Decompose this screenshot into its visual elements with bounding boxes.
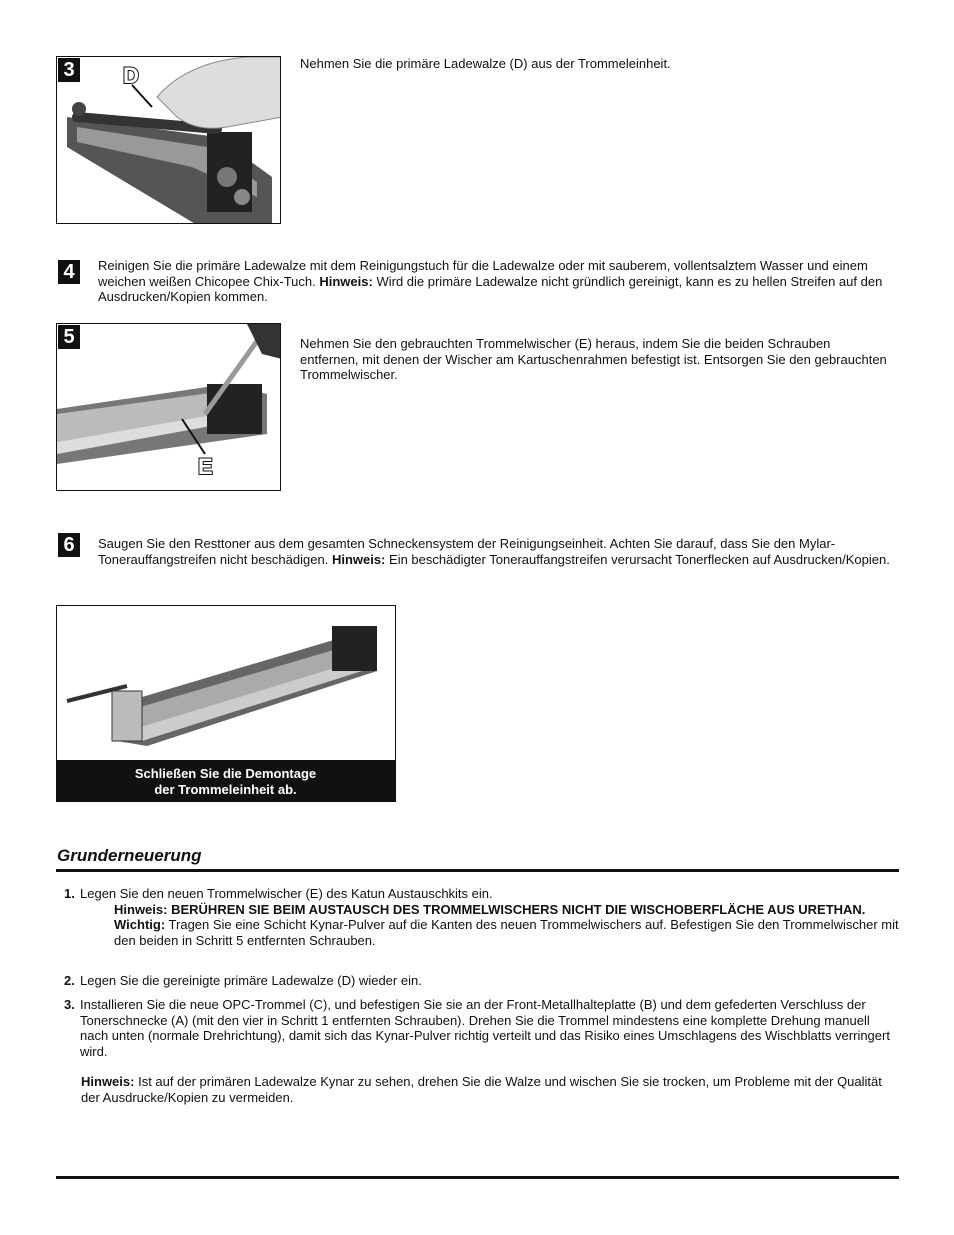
list-item-3 <box>64 997 899 1106</box>
item-3-number: 3. <box>64 997 75 1012</box>
item-1-important-label: Wichtig: <box>114 917 166 933</box>
drum-unit-roller-removal-illustration <box>57 57 281 224</box>
item-2-text: Legen Sie die gereinigte primäre Ladewalze (D) wieder ein. <box>80 973 422 988</box>
item-1-note-text: BERÜHREN SIE BEIM AUSTAUSCH DES TROMMELWISCHERS NICHT DIE WISCHOBERFLÄCHE AUS URETHAN. <box>171 901 866 917</box>
step-6-badge: 6 <box>58 533 80 557</box>
step-6-text-a: Saugen Sie den Resttoner aus dem gesamten Schneckensystem der Reinigungseinheit. Achten Sie darauf, dass Sie den Mylar-Tonerauffangstreifen nicht beschädigen. <box>98 536 836 567</box>
item-1-number: 1. <box>64 886 75 901</box>
item-2-number: 2. <box>64 973 75 988</box>
step-5-text: Nehmen Sie den gebrauchten Trommelwischer (E) heraus, indem Sie die beiden Schrauben entfernen, mit denen der Wischer am Kartuschenrahmen befestigt ist. Entsorgen Sie den gebrauchten Trommelwischer. <box>300 336 887 383</box>
section-title: Grunderneuerung <box>57 846 202 865</box>
item-3-note <box>64 1074 899 1105</box>
figure-caption <box>56 760 395 802</box>
item-3-text: Installieren Sie die neue OPC-Trommel (C), und befestigen Sie sie an der Front-Metallhalteplatte (B) und dem gefederten Verschluss der Tonerschnecke (A) (mit den vier in Schritt 1 entfernten Schrauben). Drehen Sie die Trommel mindestens eine komplette Drehung manuell nach unten (normale Drehrichtung), damit sich das Kynar-Pulver richtig verteilt und das Risiko eines Umschlagens des Wischblatts verringert wird. <box>80 997 890 1059</box>
drum-unit-illustration <box>57 606 396 761</box>
caption-line-1: Schließen Sie die Demontage <box>134 766 317 781</box>
step-4-text-b: Wird die primäre Ladewalze nicht gründlich gereinigt, kann es zu hellen Streifen auf den Ausdrucken/Kopien kommen. <box>98 273 883 305</box>
step-6-text-b: Ein beschädigter Tonerauffangstreifen verursacht Tonerflecken auf Ausdrucken/Kopien. <box>389 551 890 567</box>
drum-wiper-removal-illustration <box>57 324 281 491</box>
step-6-note-label: Hinweis: <box>331 551 386 567</box>
item-1-note-label: Hinweis: <box>114 901 168 917</box>
list-item-1 <box>64 886 899 948</box>
step-4-text-a: Reinigen Sie die primäre Ladewalze mit dem Reinigungstuch für die Ladewalze oder mit sauberem, vollentsalztem Wasser und einem weichen weißen Chicopee Chix-Tuch. <box>98 258 868 289</box>
list-item-2 <box>64 973 899 989</box>
step-4-note-label: Hinweis: <box>319 273 373 289</box>
step-4-text <box>98 258 898 305</box>
item-1-important-text: Tragen Sie eine Schicht Kynar-Pulver auf die Kanten des neuen Trommelwischers auf. Befestigen Sie den Trommelwischer mit den beiden in Schritt 5 entfernten Schrauben. <box>114 917 899 948</box>
figure-label-d: D <box>123 63 139 88</box>
item-3-note-text: Ist auf der primären Ladewalze Kynar zu sehen, drehen Sie die Walze und wischen Sie sie trocken, um Probleme mit der Qualität der Ausdrucke/Kopien zu vermeiden. <box>81 1074 882 1105</box>
step-5-badge: 5 <box>58 325 80 349</box>
figure-label-e: E <box>198 454 213 479</box>
step-5-photo <box>56 323 281 491</box>
item-1-text: Legen Sie den neuen Trommelwischer (E) des Katun Austauschkits ein. <box>80 886 493 901</box>
caption-line-2: der Trommeleinheit ab. <box>154 782 297 797</box>
item-3-note-label: Hinweis: <box>81 1074 135 1090</box>
item-1-note <box>64 902 899 918</box>
step-4-badge: 4 <box>58 260 80 284</box>
item-1-important <box>64 917 899 948</box>
step-3-badge: 3 <box>58 58 80 82</box>
step-3-photo <box>56 56 281 224</box>
step-6-text <box>98 536 898 567</box>
page-bottom-rule <box>56 1176 899 1179</box>
step-3-text: Nehmen Sie die primäre Ladewalze (D) aus der Trommeleinheit. <box>300 56 671 71</box>
section-top-rule <box>56 869 899 872</box>
